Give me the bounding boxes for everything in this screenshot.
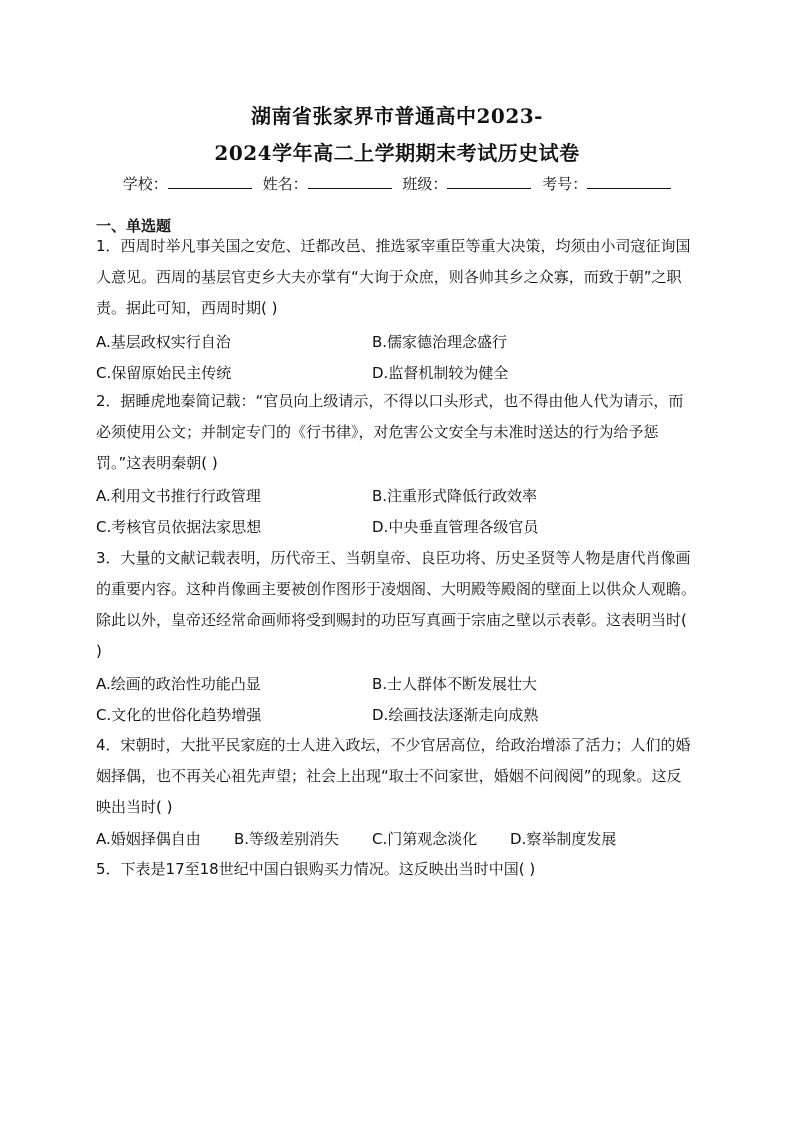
name-blank [308, 174, 392, 189]
exam-number-label: 考号： [542, 175, 588, 193]
exam-title-line-1: 湖南省张家界市普通高中2023- [251, 104, 543, 128]
question-4-option-c: C.门第观念淡化 [372, 830, 478, 848]
question-1-text: 1．西周时举凡事关国之安危、迁都改邑、推选冢宰重臣等重大决策，均须由小司寇征询国人意见。西周的基层官吏乡大夫亦掌有“大询于众庶，则各帅其乡之众寡，而致于朝”之职责。据此可知，西周时期( ) [96, 237, 691, 317]
question-5-text: 5．下表是17至18世纪中国白银购买力情况。这反映出当时中国( ) [96, 860, 536, 878]
question-3-option-c: C.文化的世俗化趋势增强 [96, 706, 262, 724]
question-3-option-d: D.绘画技法逐渐走向成熟 [372, 706, 539, 724]
question-2-option-d: D.中央垂直管理各级官员 [372, 518, 539, 536]
question-1-option-d: D.监督机制较为健全 [372, 364, 509, 382]
student-info-row [0, 173, 794, 194]
question-2-text: 2．据睡虎地秦简记载：“官员向上级请示，不得以口头形式，也不得由他人代为请示，而必须使用公文；并制定专门的《行书律》，对危害公文安全与未准时送达的行为给予惩罚。”这表明秦朝( ) [96, 392, 684, 472]
question-4-option-b: B.等级差别消失 [234, 830, 340, 848]
question-1-option-b: B.儒家德治理念盛行 [372, 333, 508, 351]
class-label: 班级： [402, 175, 448, 193]
name-field [263, 173, 392, 194]
name-label: 姓名： [262, 175, 308, 193]
question-1-option-c: C.保留原始民主传统 [96, 364, 232, 382]
exam-title-line-2: 2024学年高二上学期期末考试历史试卷 [214, 141, 580, 165]
school-field [123, 173, 252, 194]
question-4-option-a: A.婚姻择偶自由 [96, 830, 201, 848]
exam-number-blank [587, 174, 671, 189]
question-1-option-a: A.基层政权实行自治 [96, 333, 231, 351]
question-3-text: 3．大量的文献记载表明，历代帝王、当朝皇帝、良臣功将、历史圣贤等人物是唐代肖像画的重要内容。这种肖像画主要被创作图形于凌烟阁、大明殿等殿阁的壁面上以供众人观瞻。除此以外，皇帝还经常命画师将受到赐封的功臣写真画于宗庙之壁以示表彰。这表明当时( ) [96, 549, 697, 660]
exam-number-field [542, 173, 671, 194]
section-title: 一、单选题 [96, 217, 172, 235]
question-2-option-b: B.注重形式降低行政效率 [372, 487, 538, 505]
class-blank [447, 174, 531, 189]
school-label: 学校： [122, 175, 168, 193]
class-field [402, 173, 531, 194]
question-4-option-d: D.察举制度发展 [510, 830, 617, 848]
question-2-option-a: A.利用文书推行行政管理 [96, 487, 261, 505]
question-4-text: 4．宋朝时，大批平民家庭的士人进入政坛，不少官居高位，给政治增添了活力；人们的婚姻择偶，也不再关心祖先声望；社会上出现“取士不问家世，婚姻不问阀阅”的现象。这反映出当时( ) [96, 736, 691, 816]
question-3-option-b: B.士人群体不断发展壮大 [372, 675, 538, 693]
question-3-option-a: A.绘画的政治性功能凸显 [96, 675, 261, 693]
school-blank [168, 174, 252, 189]
question-2-option-c: C.考核官员依据法家思想 [96, 518, 262, 536]
